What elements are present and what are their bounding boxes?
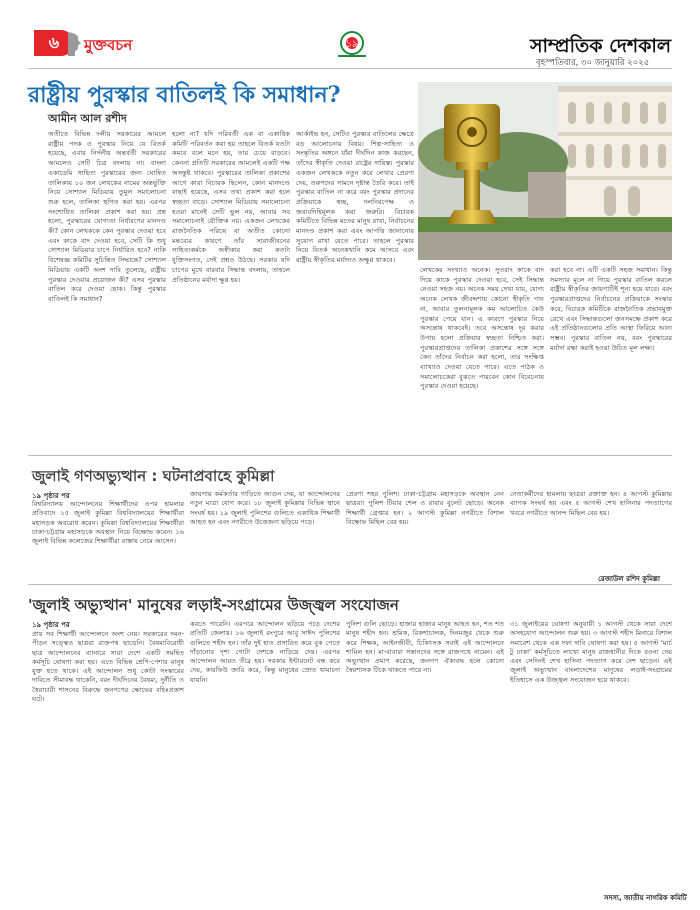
article1-column-5: করা হবে না। এটি একটি সহজ সমাধান। কিন্তু সমস্যার মূলে না গিয়ে পুরস্কার বাতিল করলে রাষ্ট্রীয় স্বীকৃতির জায়গাটিই শূন্য হয়ে যাবে। বরং পুরস্কারপ্রাপ্তদের নির্বাচনের প্রক্রিয়াকে সংস্কার করে, বিচারক কমিটিকে রাজনৈতিক প্রভাবমুক্ত রেখে এবং সিদ্ধান্তগুলো জনসমক্ষে প্রকাশ করে এই প্রতিষ্ঠানগুলোর প্রতি আস্থা ফিরিয়ে আনা সম্ভব। পুরস্কার বাতিল নয়, বরং পুরস্কারের মর্যাদা রক্ষা করাই হওয়া উচিত মূল লক্ষ্য।: [550, 266, 672, 352]
article3-column-1: প্রায় সব শিক্ষার্থী আন্দোলনে অংশ নেয়। সরকারের দমন-পীড়ন সত্ত্বেও ছাত্ররা রাজপথ ছাড়েনি। বৈষম্যবিরোধী ছাত্র আন্দোলনের ব্যানারে সারা দেশে একটি সমন্বিত কর্মসূচি ঘোষণা করা হয়। এতে বিভিন্ন শ্রেণি-পেশার মানুষ যুক্ত হতে থাকে। এই আন্দোলন শুধু কোটা সংস্কারের দাবিতে সীমাবদ্ধ থাকেনি, বরং দীর্ঘদিনের বৈষম্য, দুর্নীতি ও স্বৈরাচারী শাসনের বিরুদ্ধে জনগণের ক্ষোভের বহিঃপ্রকাশ ঘটে।: [32, 630, 184, 704]
article1-byline: আমীন আল রশীদ: [48, 112, 127, 125]
article2-column-4: নেতাকর্মীদের হামলায় ছাত্ররা রক্তাক্ত হন। ৪ আগস্ট কুমিল্লায় ব্যাপক সংঘর্ষ হয় এবং ৫ আগস্ট শেখ হাসিনার পদত্যাগের খবরে নগরীতে আনন্দ মিছিল বের হয়।: [510, 490, 672, 517]
article2-page-ref: ১৯ পৃষ্ঠার পর: [32, 492, 70, 500]
header-divider: [28, 68, 672, 69]
article1-column-4: লেখকের সংখ্যাও অনেক। সুতরাং কাকে বাদ দিয়ে কাকে পুরস্কার দেওয়া হবে, সেই সিদ্ধান্ত নেওয়া সহজ নয়। অনেক সময় দেখা যায়, যোগ্য অনেক লেখক জীবদ্দশায় কোনো স্বীকৃতি পান না, আবার তুলনামূলক কম আলোচিত কেউ পুরস্কার পেয়ে যান। এ কারণে পুরস্কার নিয়ে অসন্তোষ থাকবেই। তবে অসন্তোষ দূর করার উপায় হলো প্রক্রিয়ার স্বচ্ছতা নিশ্চিত করা। পুরস্কারপ্রাপ্তদের তালিকা প্রকাশের সঙ্গে সঙ্গে কেন তাঁদের নির্বাচন করা হলো, তার সংক্ষিপ্ত ব্যাখ্যাও দেওয়া যেতে পারে। এতে পাঠক ও সমালোচকেরা বুঝতে পারবেন কোন বিবেচনায় পুরস্কার দেওয়া হয়েছে।: [420, 266, 544, 391]
masthead-title: সাম্প্রতিক দেশকাল: [530, 35, 672, 57]
article3-author: সদস্য, জাতীয় নাগরিক কমিটি: [604, 894, 687, 902]
article3-title: 'জুলাই অভ্যুত্থান' মানুষের লড়াই-সংগ্রামের উজ্জ্বল সংযোজন: [28, 596, 399, 614]
article-divider-2: [28, 584, 672, 585]
article2-title: জুলাই গণঅভ্যুত্থান : ঘটনাপ্রবাহে কুমিল্লা: [32, 467, 275, 485]
article2-column-1: বিশ্ববিদ্যালয় আন্দোলনের শিক্ষার্থীদের ওপর হামলার প্রতিবাদে ১৫ জুলাই কুমিল্লা বিশ্ববিদ্যালয়ের শিক্ষার্থীরা মহাসড়ক অবরোধ করেন। কুমিল্লা বিশ্ববিদ্যালয়ের শিক্ষার্থীরা ঢাকা-চট্টগ্রাম মহাসড়কে অবস্থান নিয়ে বিক্ষোভ করেন। ১৬ জুলাই বিভিন্ন কলেজের শিক্ষার্থীরা রাস্তায় নেমে আসেন।: [32, 500, 184, 546]
logo-text: ১৯: [345, 39, 359, 50]
dateline: বৃহস্পতিবার, ৩০ জানুয়ারি ২০২৫: [536, 58, 650, 68]
article3-column-3: পুলিশ গুলি ছোড়ে। হাজার হাজার মানুষ আহত হন, শত শত মানুষ শহীদ হন। শ্রমিক, রিকশাচালক, দিনমজুর থেকে শুরু করে শিক্ষক, আইনজীবী, চিকিৎসক সবাই এই আন্দোলনে শামিল হন। মা-বাবারা সন্তানদের সঙ্গে রাজপথে নামেন। এই অভ্যুত্থান প্রমাণ করেছে, জনগণ ঐক্যবদ্ধ হলে কোনো স্বৈরশাসক টিকে থাকতে পারে না।: [346, 620, 504, 675]
article3-page-ref: ১৯ পৃষ্ঠার পর: [32, 621, 70, 629]
article3-column-4: ৩১ জুলাইয়ের ঘোষণা অনুযায়ী ১ আগস্ট থেকে সারা দেশে অসহযোগ আন্দোলন শুরু হয়। ৩ আগস্ট শহীদ মিনারে বিশাল সমাবেশ থেকে এক দফা দাবি ঘোষণা করা হয়। ৫ আগস্ট 'মার্চ টু ঢাকা' কর্মসূচিতে লাখো মানুষ রাজধানীর দিকে রওনা দেয় এবং সেদিনই শেখ হাসিনা পদত্যাগ করে দেশ ছাড়েন। এই জুলাই অভ্যুত্থান বাংলাদেশের মানুষের লড়াই-সংগ্রামের ইতিহাসে এক উজ্জ্বল সংযোজন হয়ে থাকবে।: [510, 620, 672, 684]
page-header: [0, 0, 700, 68]
article1-column-2: হলো না? যদি পরিবর্তী এক বা একাধিক কমিটি পরিবর্তন করা হয় তাহলে বিতর্ক যতটা কমবে বলে মনে হয়, তার চেয়ে বাড়বে। কেননা প্রতিটি সরকারের আমলেই একটি পক্ষ অসন্তুষ্ট থাকবে। পুরস্কারের তালিকা প্রকাশের আগে কারা বিচারক ছিলেন, কোন মানদণ্ডে বাছাই হয়েছে, এসব তথ্য প্রকাশ করা হলে স্বচ্ছতা বাড়ে। সোশ্যাল মিডিয়ায় সমালোচনা হওয়া মানেই সেটি ভুল নয়, আবার সব সমালোচনাই যৌক্তিক নয়। একজন লেখকের রাজনৈতিক পরিচয় বা অতীত কোনো মন্তব্যের কারণে তাঁর সারাজীবনের সাহিত্যকর্মকে অস্বীকার করা কতটা যুক্তিসংগত, সেই প্রশ্নও উঠছে। সরকার যদি চাপের মুখে বারবার সিদ্ধান্ত বদলায়, তাহলে প্রতিষ্ঠানের মর্যাদা ক্ষুণ্ণ হয়।: [172, 130, 290, 284]
article-divider-1: [28, 455, 672, 456]
article3-column-2: করতে পারেনি। এরপরে আন্দোলন ছড়িয়ে পড়ে দেশের প্রতিটি জেলায়। ১৬ জুলাই রংপুরে আবু সাঈদ পুলিশের গুলিতে শহীদ হন। তাঁর দুই হাত প্রসারিত করে বুক পেতে দাঁড়ানোর দৃশ্য গোটা দেশকে নাড়িয়ে দেয়। এরপর আন্দোলন আরও তীব্র হয়। সরকার ইন্টারনেট বন্ধ করে দেয়, কারফিউ জারি করে, কিন্তু মানুষের স্রোত থামানো যায়নি।: [190, 620, 340, 684]
profile-face-icon: [66, 30, 84, 58]
article1-column-3: আর্কাইভ হন, সেটিও পুরস্কার বাতিলের ক্ষেত্রে বড় আলোচনার বিষয়। শিল্প-সাহিত্য ও সংস্কৃতির অঙ্গনে যাঁরা দীর্ঘদিন কাজ করছেন, তাঁদের স্বীকৃতি দেওয়া রাষ্ট্রের দায়িত্ব। পুরস্কার একজন লেখককে নতুন করে লেখার প্রেরণা দেয়, তরুণদের সামনে দৃষ্টান্ত তৈরি করে। তাই পুরস্কার বাতিল না করে বরং পুরস্কার প্রদানের প্রক্রিয়াকে স্বচ্ছ, দলনিরপেক্ষ ও জবাবদিহিমূলক করা জরুরি। বিচারক কমিটিতে বিভিন্ন মতের মানুষ রাখা, নির্বাচনের মানদণ্ড প্রকাশ করা এবং আপত্তি জানানোর সুযোগ রাখা যেতে পারে। তাহলে পুরস্কার নিয়ে বিতর্ক অনেকখানি কমে আসবে এবং রাষ্ট্রীয় স্বীকৃতির মর্যাদাও অক্ষুণ্ণ থাকবে।: [296, 130, 414, 265]
page-number-badge: ৬: [34, 30, 74, 56]
anniversary-logo-icon: [332, 30, 372, 60]
award-photo: [418, 82, 672, 260]
article2-author: রেজাউল রশিদ কুমিল্লা: [598, 575, 660, 583]
article2-column-2: জায়গায় কর্মকর্তার গাড়িতে আগুন দেয়, যা আন্দোলনের নতুন মাত্রা যোগ করে। ১৮ জুলাই কুমিল্লার বিভিন্ন স্থানে সংঘর্ষ হয়। ১৯ জুলাই পুলিশের গুলিতে একাধিক শিক্ষার্থী আহত হন এবং নগরীতে উত্তেজনা ছড়িয়ে পড়ে।: [190, 490, 340, 526]
article2-column-3: প্রেরণা শহর পুলিশ। ঢাকা-চট্টগ্রাম মহাসড়কে অবস্থান নেন ছাত্ররা। পুলিশ টিয়ার শেল ও রাবার বুলেট ছোড়ে। অনেক শিক্ষার্থী গ্রেপ্তার হন। ২ আগস্ট কুমিল্লা নগরীতে বিশাল বিক্ষোভ মিছিল বের হয়।: [346, 490, 504, 526]
article1-title: রাষ্ট্রীয় পুরস্কার বাতিলই কি সমাধান?: [28, 82, 341, 108]
section-name: মুক্তবচন: [84, 36, 133, 54]
article1-column-1: অতীতে বিভিন্ন দলীয় সরকারের আমলে রাষ্ট্রীয় পদক ও পুরস্কার নিয়ে যে বিতর্ক হয়েছে, এবার নির্দলীয় অন্তর্বর্তী সরকারের আমলেও সেটি চিত্র বদলায় না। বাংলা একাডেমি সাহিত্য পুরস্কারের জন্য ঘোষিত তালিকায় ১০ জন লেখকের নামের অন্তর্ভুক্তি নিয়ে সোশ্যাল মিডিয়ায় তুমুল সমালোচনা শুরু হলে, তালিকা স্থগিত করা হয়। এরপর সংশোধিত তালিকা প্রকাশ করা হয়। প্রশ্ন হলো, পুরস্কারের যোগ্যতা নির্ধারণের মানদণ্ড কী? কোন লেখককে কেন পুরস্কার দেওয়া হবে এবং কাকে বাদ দেওয়া হবে, সেটি কি শুধু সোশ্যাল মিডিয়ার চাপে নির্ধারিত হবে? নাকি বিশেষজ্ঞ কমিটির সুচিন্তিত সিদ্ধান্তে? সোশ্যাল মিডিয়ায় একটি অংশ দাবি তুলেছে, রাষ্ট্রীয় পুরস্কার দেওয়ার প্রয়োজন কী? এসব পুরস্কার বাতিল করে দেওয়া হোক। কিন্তু পুরস্কার বাতিলই কি সমাধান?: [48, 130, 166, 303]
